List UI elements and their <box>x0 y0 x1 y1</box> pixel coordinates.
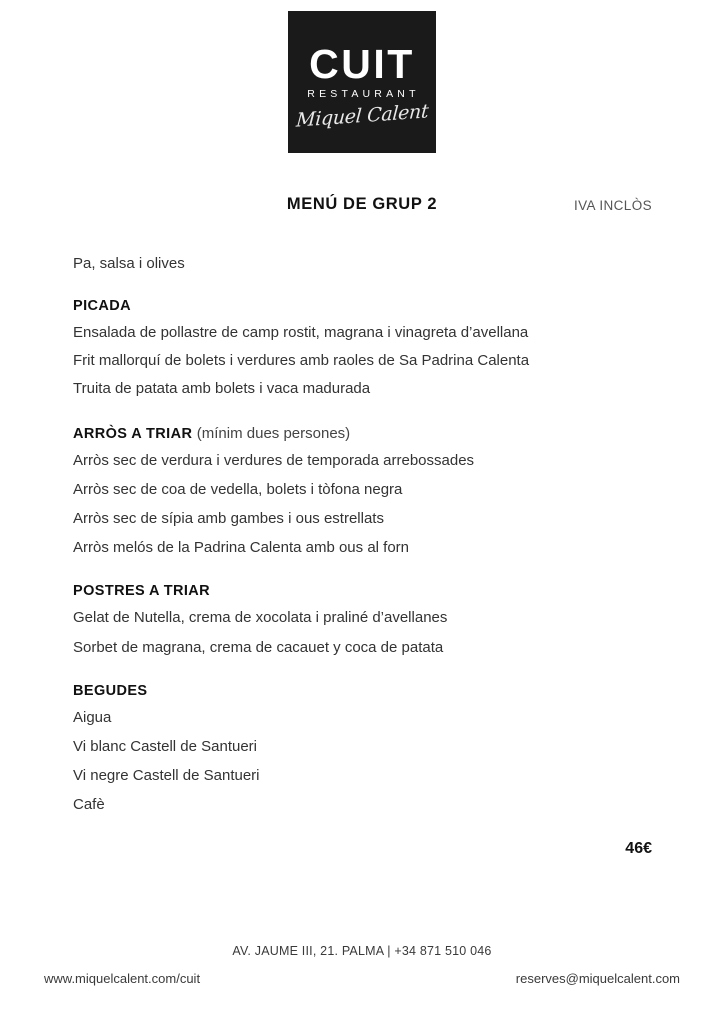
section-heading-label: POSTRES A TRIAR <box>73 583 211 600</box>
menu-item: Frit mallorquí de bolets i verdures amb raoles de Sa Padrina Calenta <box>73 352 530 370</box>
logo-brand-text: CUIT <box>309 41 415 88</box>
menu-section-postres <box>73 583 652 656</box>
footer-links <box>0 971 724 986</box>
tax-note: IVA INCLÒS <box>573 198 652 213</box>
footer-address: AV. JAUME III, 21. PALMA | +34 871 510 046 <box>232 944 492 958</box>
menu-item: Vi blanc Castell de Santueri <box>73 737 257 755</box>
menu-item: Arròs sec de sípia amb gambes i ous estrellats <box>73 509 384 527</box>
page-title: MENÚ DE GRUP 2 <box>286 195 438 213</box>
menu-header <box>0 195 724 221</box>
menu-item: Vi negre Castell de Santueri <box>73 767 260 785</box>
menu-item: Gelat de Nutella, crema de xocolata i praliné d’avellanes <box>73 609 448 627</box>
footer-email-link[interactable]: reserves@miquelcalent.com <box>515 971 680 986</box>
footer-website-link[interactable]: www.miquelcalent.com/cuit <box>44 971 201 986</box>
menu-section-picada <box>73 298 652 399</box>
section-heading-arros <box>73 425 652 442</box>
section-heading-note: (mínim dues persones) <box>196 424 351 442</box>
menu-item: Sorbet de magrana, crema de cacauet y coca de patata <box>73 638 444 656</box>
logo-subtitle-text: RESTAURANT <box>307 88 420 101</box>
logo-container <box>0 0 724 153</box>
menu-item: Aigua <box>73 708 112 726</box>
menu-item: Ensalada de pollastre de camp rostit, magrana i vinagreta d’avellana <box>73 324 529 341</box>
menu-section-arros <box>73 425 652 558</box>
section-heading-label: PICADA <box>73 298 131 314</box>
section-heading-label: ARRÒS A TRIAR <box>73 425 193 442</box>
menu-item: Arròs sec de coa de vedella, bolets i tòfona negra <box>73 480 403 498</box>
section-heading-label: BEGUDES <box>73 682 148 699</box>
menu-item: Cafè <box>73 796 105 814</box>
logo-signature-text: Miquel Calent <box>295 100 429 132</box>
menu-item: Arròs melós de la Padrina Calenta amb ous al forn <box>73 539 410 557</box>
menu-item: Truita de patata amb bolets i vaca madurada <box>73 380 371 398</box>
price-row <box>0 840 724 858</box>
menu-section-begudes <box>73 683 652 815</box>
menu-price: 46€ <box>625 840 652 858</box>
section-heading-postres <box>73 583 652 599</box>
menu-content <box>0 255 724 814</box>
page-footer <box>0 944 724 986</box>
menu-intro: Pa, salsa i olives <box>73 255 185 272</box>
section-heading-picada <box>73 298 652 314</box>
menu-item: Arròs sec de verdura i verdures de temporada arrebossades <box>73 451 475 469</box>
section-heading-begudes <box>73 683 652 699</box>
restaurant-logo <box>288 11 436 153</box>
